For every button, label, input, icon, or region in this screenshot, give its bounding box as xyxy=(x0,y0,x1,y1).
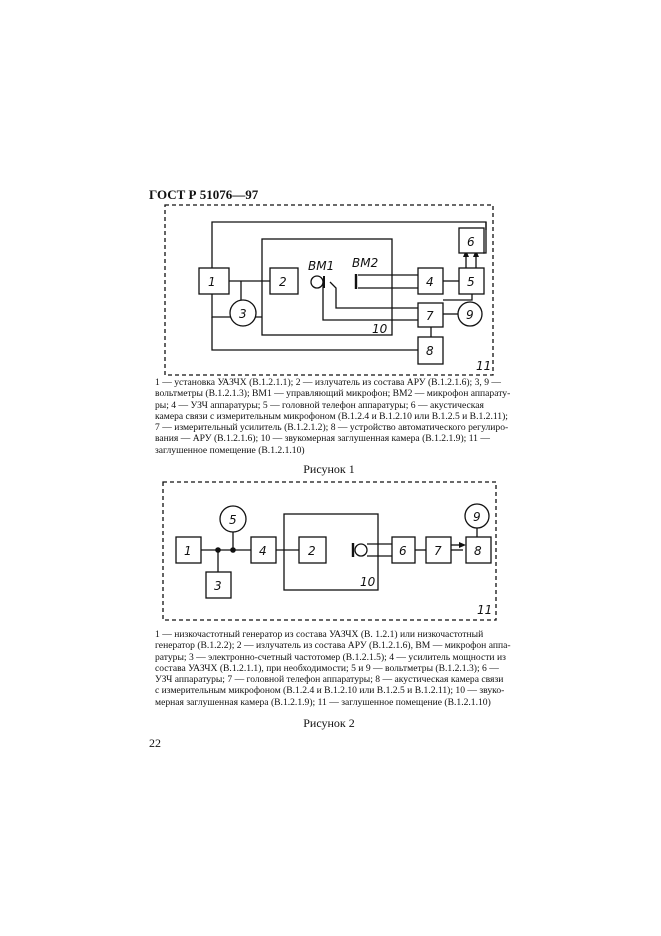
fig1-label-3: 3 xyxy=(239,307,247,321)
caption-line: 1 — низкочастотный генератор из состава УАЗЧХ (В. 1.2.1) или низкочастотный xyxy=(155,629,484,640)
fig1-label-6: 6 xyxy=(467,235,475,249)
caption-line: генератор (В.1.2.2); 2 — излучатель из состава АРУ (В.1.2.1.6), ВМ — микрофон аппа- xyxy=(155,640,511,652)
fig1-label-2: 2 xyxy=(279,275,287,289)
fig1-label-9: 9 xyxy=(466,308,474,322)
caption-line: УЗЧ аппаратуры; 7 — головной телефон аппаратуры; 8 — акустическая камера связи xyxy=(155,674,504,686)
caption-line: 1 — установка УАЗЧХ (В.1.2.1.1); 2 — излучатель из состава АРУ (В.1.2.1.6); 3, 9 — xyxy=(155,377,502,388)
caption-line: с измерительным микрофоном (В.1.2.4 и В.1.2.10 или В.1.2.5 и В.1.2.11); 10 — звуко- xyxy=(155,685,505,697)
fig2-junction-b xyxy=(230,547,236,553)
fig2-label-7: 7 xyxy=(434,544,442,558)
figure-1-caption xyxy=(155,377,515,456)
fig1-label-7: 7 xyxy=(426,309,434,323)
figure-2-caption xyxy=(155,629,515,708)
document-code: ГОСТ Р 51076—97 xyxy=(149,187,259,202)
fig2-label-room: 11 xyxy=(477,603,493,617)
fig2-label-9: 9 xyxy=(473,510,481,524)
fig2-label-3: 3 xyxy=(214,579,222,593)
caption-line: вания — АРУ (В.1.2.1.6); 10 — звукомерная заглушенная камера (В.1.2.1.9); 11 — xyxy=(155,433,490,445)
fig2-label-chamber: 10 xyxy=(360,575,376,589)
fig1-connections xyxy=(212,222,486,350)
fig1-label-chamber: 10 xyxy=(372,322,388,336)
fig1-mic-bm1-icon xyxy=(311,276,323,288)
fig2-label-8: 8 xyxy=(474,544,482,558)
caption-line: мерная заглушенная камера (В.1.2.1.9); 11 — заглушенное помещение (В.1.2.1.10) xyxy=(155,696,491,708)
fig2-label-1: 1 xyxy=(184,544,192,558)
page-number: 22 xyxy=(149,736,161,750)
fig2-label-2: 2 xyxy=(308,544,316,558)
caption-line: ратуры; 3 — электронно-счетный частотомер (В.1.2.1.5); 4 — усилитель мощности из xyxy=(155,651,506,663)
fig2-label-5: 5 xyxy=(229,513,237,527)
fig1-label-5: 5 xyxy=(467,275,475,289)
caption-line: ры; 4 — УЗЧ аппаратуры; 5 — головной телефон аппаратуры; 6 — акустическая xyxy=(155,399,484,411)
caption-line: вольтметры (В.1.2.1.3); ВМ1 — управляющий микрофон; ВМ2 — микрофон аппарату- xyxy=(155,388,511,400)
fig1-label-4: 4 xyxy=(426,275,434,289)
caption-line: заглушенное помещение (В.1.2.1.10) xyxy=(155,444,305,456)
fig1-label-bm2: BM2 xyxy=(352,256,379,270)
caption-line: камера связи с измерительным микрофоном (В.1.2.4 и В.1.2.10 или В.1.2.5 и В.1.2.11); xyxy=(155,410,508,422)
fig1-label-8: 8 xyxy=(426,344,434,358)
caption-line: 7 — измерительный усилитель (В.1.2.1.2); 8 — устройство автоматического регулиро- xyxy=(155,422,509,434)
fig2-label-4: 4 xyxy=(259,544,267,558)
fig2-label-6: 6 xyxy=(399,544,407,558)
fig1-label-bm1: BM1 xyxy=(308,259,335,273)
fig1-label-room: 11 xyxy=(476,359,492,373)
caption-line: состава УАЗЧХ (В.1.2.1.1), при необходимости; 5 и 9 — вольтметры (В.1.2.1.3); 6 — xyxy=(155,662,499,674)
figure-1-title: Рисунок 1 xyxy=(303,462,355,476)
figure-2-title: Рисунок 2 xyxy=(303,716,355,730)
fig2-junction-a xyxy=(215,547,221,553)
fig2-mic-icon xyxy=(355,544,367,556)
fig1-label-1: 1 xyxy=(208,275,216,289)
